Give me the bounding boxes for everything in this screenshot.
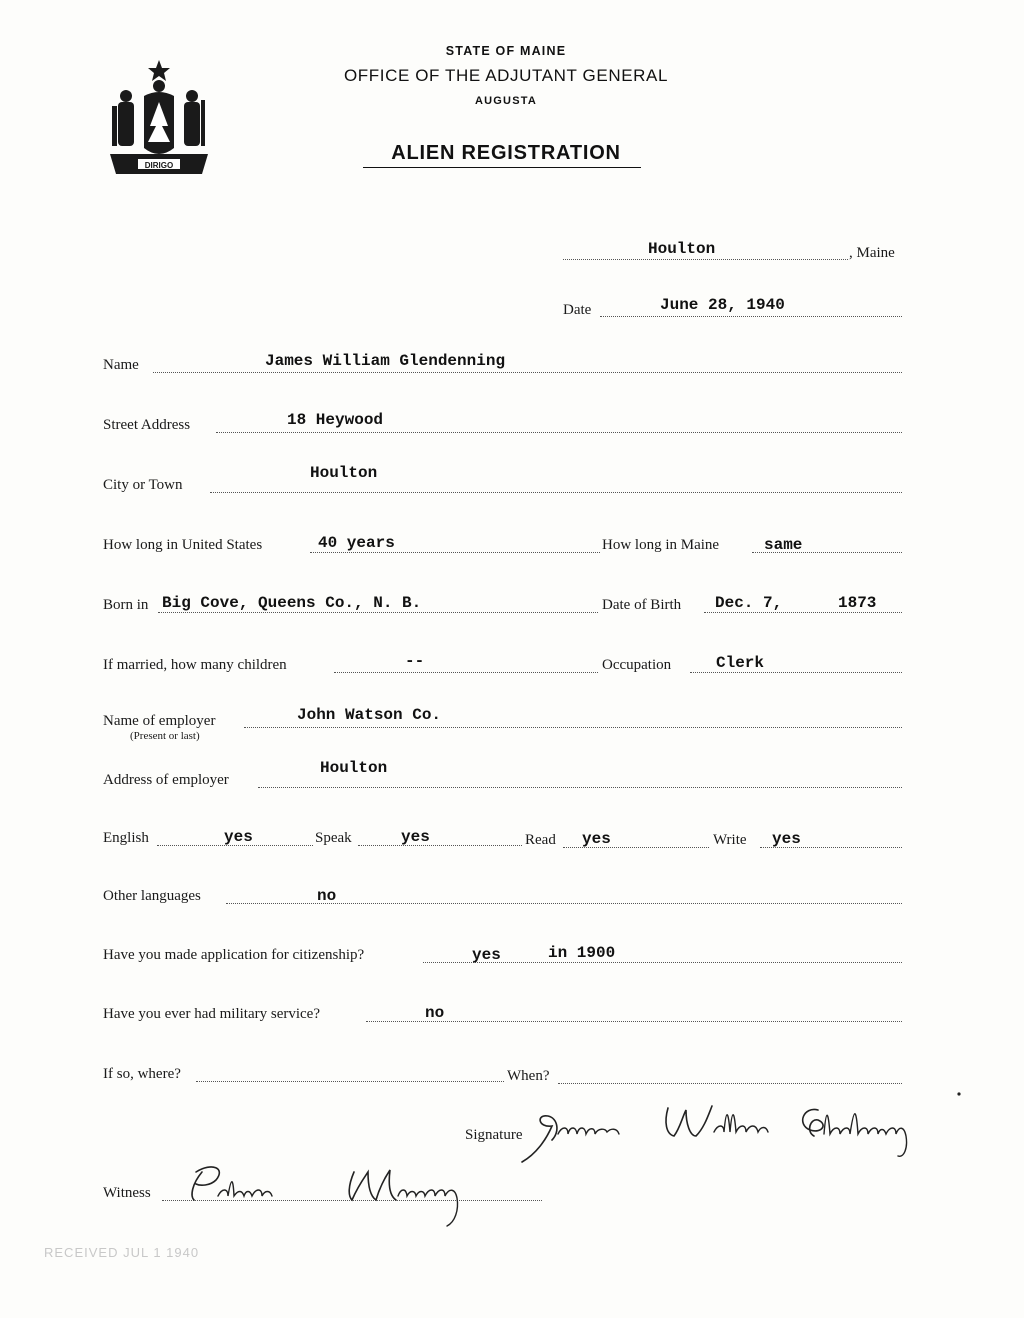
seal-motto: DIRIGO xyxy=(144,161,174,170)
citizenship-value: yes xyxy=(472,946,501,964)
signature-handwriting xyxy=(518,1088,1004,1168)
occupation-label: Occupation xyxy=(602,657,672,673)
street-value: 18 Heywood xyxy=(287,411,384,429)
occupation-line xyxy=(690,672,902,673)
name-line xyxy=(153,372,902,373)
military-line xyxy=(366,1021,902,1022)
how-long-us-line xyxy=(310,552,600,553)
occupation-value: Clerk xyxy=(716,654,765,672)
date-value: June 28, 1940 xyxy=(660,296,785,314)
dob-line xyxy=(704,612,902,613)
where-label: If so, where? xyxy=(103,1066,181,1082)
read-label: Read xyxy=(525,832,556,848)
name-value: James William Glendenning xyxy=(265,352,506,370)
write-label: Write xyxy=(713,832,747,848)
name-label: Name xyxy=(103,357,139,373)
speak-label: Speak xyxy=(315,830,352,846)
speak-line xyxy=(358,845,522,846)
header-office: OFFICE OF THE ADJUTANT GENERAL xyxy=(343,66,669,85)
children-label: If married, how many children xyxy=(103,657,287,673)
how-long-us-value: 40 years xyxy=(318,534,395,552)
children-value: -- xyxy=(405,652,425,670)
witness-label: Witness xyxy=(103,1185,151,1201)
title-underline xyxy=(363,167,641,168)
city-line xyxy=(210,492,902,493)
english-value: yes xyxy=(224,828,253,846)
other-languages-value: no xyxy=(317,887,337,905)
when-line xyxy=(558,1083,902,1084)
place-value: Houlton xyxy=(648,240,716,258)
employer-address-label: Address of employer xyxy=(103,772,229,788)
military-label: Have you ever had military service? xyxy=(103,1006,320,1022)
born-in-value: Big Cove, Queens Co., N. B. xyxy=(162,594,422,612)
employer-value: John Watson Co. xyxy=(297,706,442,724)
dob-label: Date of Birth xyxy=(602,597,682,613)
when-label: When? xyxy=(507,1068,550,1084)
where-line xyxy=(196,1081,504,1082)
header-city: AUGUSTA xyxy=(475,95,537,107)
citizenship-label: Have you made application for citizenship? xyxy=(103,947,365,963)
speak-value: yes xyxy=(401,828,430,846)
place-line xyxy=(563,259,848,260)
employer-address-value: Houlton xyxy=(320,759,388,777)
other-languages-label: Other languages xyxy=(103,888,201,904)
citizenship-year-value: in 1900 xyxy=(548,944,616,962)
city-label: City or Town xyxy=(103,477,183,493)
dob-value: Dec. 7, xyxy=(715,594,783,612)
street-line xyxy=(216,432,902,433)
date-label: Date xyxy=(563,302,592,318)
born-in-label: Born in xyxy=(103,597,149,613)
born-in-line xyxy=(158,612,598,613)
signature-label: Signature xyxy=(465,1127,523,1143)
read-value: yes xyxy=(582,830,611,848)
military-value: no xyxy=(425,1004,445,1022)
employer-sublabel: (Present or last) xyxy=(130,730,200,742)
how-long-us-label: How long in United States xyxy=(103,537,263,553)
form-title: ALIEN REGISTRATION xyxy=(391,142,621,164)
employer-line xyxy=(244,727,902,728)
how-long-maine-value: same xyxy=(764,536,803,554)
received-stamp: RECEIVED JUL 1 1940 xyxy=(44,1245,200,1260)
employer-address-line xyxy=(258,787,902,788)
city-value: Houlton xyxy=(310,464,378,482)
street-label: Street Address xyxy=(103,417,191,433)
dob-year-value: 1873 xyxy=(838,594,877,612)
witness-handwriting xyxy=(182,1156,532,1230)
english-label: English xyxy=(103,830,149,846)
date-line xyxy=(600,316,902,317)
employer-label: Name of employer xyxy=(103,713,216,729)
children-line xyxy=(334,672,598,673)
header-state: STATE OF MAINE xyxy=(445,44,567,58)
place-suffix: , Maine xyxy=(849,245,895,261)
write-value: yes xyxy=(772,830,801,848)
how-long-maine-label: How long in Maine xyxy=(602,537,720,553)
